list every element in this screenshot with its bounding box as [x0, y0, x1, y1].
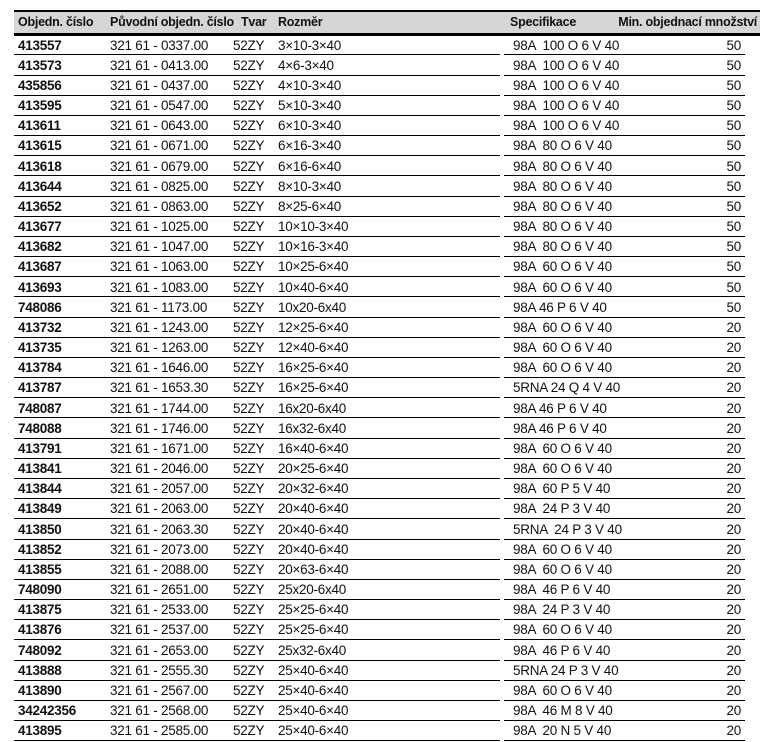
cell-order-number: 413573	[18, 57, 62, 73]
cell-original-order-number: 321 61 - 1263.00	[110, 340, 209, 356]
cell-original-order-number: 321 61 - 0863.00	[110, 198, 209, 214]
cell-shape: 52ZY	[233, 501, 265, 517]
cell-shape: 52ZY	[233, 239, 265, 255]
cell-dimension: 20×40-6×40	[278, 521, 349, 537]
cell-dimension: 10×25-6×40	[278, 259, 349, 275]
cell-order-number: 413784	[18, 360, 62, 376]
cell-min-order-quantity: 20	[726, 440, 741, 456]
cell-specification: 98A 60 O 6 V 40	[513, 541, 612, 557]
cell-shape: 52ZY	[233, 683, 265, 698]
cell-order-number: 413687	[18, 259, 62, 275]
cell-order-number: 413644	[18, 178, 62, 194]
cell-original-order-number: 321 61 - 0337.00	[110, 37, 209, 53]
cell-min-order-quantity: 50	[726, 299, 741, 315]
cell-specification: 98A 24 P 3 V 40	[513, 602, 611, 618]
cell-min-order-quantity: 20	[726, 541, 741, 557]
cell-original-order-number: 321 61 - 1083.00	[110, 279, 209, 295]
cell-dimension: 20×25-6×40	[278, 461, 349, 477]
cell-min-order-quantity: 20	[726, 380, 741, 396]
cell-dimension: 5×10-3×40	[278, 98, 342, 114]
cell-dimension: 8×25-6×40	[278, 198, 342, 214]
cell-min-order-quantity: 50	[726, 158, 741, 174]
cell-min-order-quantity: 20	[726, 662, 741, 678]
cell-dimension: 16×40-6×40	[278, 440, 349, 456]
cell-specification: 98A 80 O 6 V 40	[513, 158, 612, 174]
table-row	[14, 499, 760, 519]
cell-min-order-quantity: 20	[726, 319, 741, 335]
col-header-shape: Tvar	[241, 15, 267, 29]
table-header-row	[14, 12, 760, 33]
cell-dimension: 16×25-6×40	[278, 360, 349, 376]
cell-min-order-quantity: 50	[726, 279, 741, 295]
cell-shape: 52ZY	[233, 561, 265, 577]
table-row	[14, 278, 760, 298]
cell-dimension: 20×32-6×40	[278, 481, 349, 497]
cell-min-order-quantity: 20	[726, 602, 741, 618]
cell-shape: 52ZY	[233, 98, 265, 114]
cell-specification: 98A 60 O 6 V 40	[513, 360, 612, 376]
cell-order-number: 413890	[18, 683, 62, 698]
cell-order-number: 413652	[18, 198, 62, 214]
cell-min-order-quantity: 50	[726, 239, 741, 255]
cell-specification: 98A 46 P 6 V 40	[513, 299, 607, 315]
cell-original-order-number: 321 61 - 0547.00	[110, 98, 209, 114]
table-row	[14, 419, 760, 439]
cell-specification: 98A 60 O 6 V 40	[513, 461, 612, 477]
col-header-min-order-quantity: Min. objednací množství	[618, 15, 757, 29]
cell-dimension: 20×40-6×40	[278, 541, 349, 557]
cell-min-order-quantity: 20	[726, 561, 741, 577]
cell-min-order-quantity: 20	[726, 461, 741, 477]
cell-min-order-quantity: 20	[726, 340, 741, 356]
cell-original-order-number: 321 61 - 1646.00	[110, 360, 209, 376]
cell-specification: 5RNA 24 P 3 V 40	[513, 521, 622, 537]
table-row	[14, 157, 760, 177]
table-row	[14, 600, 760, 620]
cell-shape: 52ZY	[233, 340, 265, 356]
cell-min-order-quantity: 50	[726, 198, 741, 214]
cell-specification: 98A 60 O 6 V 40	[513, 440, 612, 456]
table-row	[14, 136, 760, 156]
cell-dimension: 8×10-3×40	[278, 178, 342, 194]
cell-specification: 98A 24 P 3 V 40	[513, 501, 611, 517]
cell-order-number: 413852	[18, 541, 62, 557]
cell-order-number: 413787	[18, 380, 62, 396]
cell-dimension: 10×40-6×40	[278, 279, 349, 295]
cell-min-order-quantity: 20	[726, 683, 741, 698]
cell-shape: 52ZY	[233, 279, 265, 295]
cell-order-number: 413693	[18, 279, 62, 295]
cell-specification: 98A 80 O 6 V 40	[513, 178, 612, 194]
cell-dimension: 10×10-3×40	[278, 219, 349, 235]
cell-dimension: 10×16-3×40	[278, 239, 349, 255]
cell-original-order-number: 321 61 - 0643.00	[110, 118, 209, 134]
cell-original-order-number: 321 61 - 2568.00	[110, 703, 209, 719]
cell-specification: 98A 100 O 6 V 40	[513, 57, 620, 73]
cell-dimension: 16x32-6x40	[278, 420, 347, 436]
cell-specification: 98A 60 O 6 V 40	[513, 683, 612, 698]
cell-dimension: 12×40-6×40	[278, 340, 349, 356]
cell-shape: 52ZY	[233, 178, 265, 194]
table-row	[14, 721, 760, 741]
cell-order-number: 413611	[18, 118, 61, 134]
table-row	[14, 520, 760, 540]
cell-original-order-number: 321 61 - 2585.00	[110, 723, 209, 739]
cell-dimension: 12×25-6×40	[278, 319, 349, 335]
cell-min-order-quantity: 50	[726, 178, 741, 194]
cell-shape: 52ZY	[233, 37, 265, 53]
cell-original-order-number: 321 61 - 2537.00	[110, 622, 209, 638]
cell-shape: 52ZY	[233, 319, 265, 335]
cell-dimension: 16×25-6×40	[278, 380, 349, 396]
cell-specification: 98A 80 O 6 V 40	[513, 198, 612, 214]
cell-original-order-number: 321 61 - 0437.00	[110, 77, 209, 93]
cell-order-number: 413595	[18, 98, 62, 114]
col-header-order-number: Objedn. číslo	[18, 15, 94, 29]
table-row	[14, 197, 760, 217]
cell-order-number: 413732	[18, 319, 62, 335]
cell-dimension: 20×63-6×40	[278, 561, 349, 577]
cell-dimension: 10x20-6x40	[278, 299, 347, 315]
table-row	[14, 257, 760, 277]
cell-order-number: 413615	[18, 138, 62, 154]
cell-min-order-quantity: 20	[726, 642, 741, 658]
cell-specification: 98A 60 O 6 V 40	[513, 561, 612, 577]
cell-order-number: 413855	[18, 561, 62, 577]
cell-dimension: 4×10-3×40	[278, 77, 342, 93]
cell-order-number: 413876	[18, 622, 62, 638]
table-row	[14, 36, 760, 56]
cell-specification: 98A 60 O 6 V 40	[513, 340, 612, 356]
table-row	[14, 358, 760, 378]
cell-original-order-number: 321 61 - 1653.30	[110, 380, 209, 396]
cell-original-order-number: 321 61 - 1746.00	[110, 420, 209, 436]
cell-min-order-quantity: 50	[726, 259, 741, 275]
cell-shape: 52ZY	[233, 57, 265, 73]
cell-min-order-quantity: 50	[726, 219, 741, 235]
cell-order-number: 413618	[18, 158, 62, 174]
cell-order-number: 413888	[18, 662, 62, 678]
table-row	[14, 217, 760, 237]
cell-order-number: 435856	[18, 77, 62, 93]
cell-min-order-quantity: 50	[726, 57, 741, 73]
table-row	[14, 96, 760, 116]
cell-specification: 98A 20 N 5 V 40	[513, 723, 612, 739]
cell-order-number: 34242356	[18, 703, 77, 719]
table-row	[14, 439, 760, 459]
cell-specification: 98A 100 O 6 V 40	[513, 77, 620, 93]
cell-min-order-quantity: 20	[726, 521, 741, 537]
cell-dimension: 3×10-3×40	[278, 37, 342, 53]
product-table	[14, 0, 760, 742]
cell-shape: 52ZY	[233, 582, 265, 598]
cell-min-order-quantity: 20	[726, 622, 741, 638]
table-row	[14, 459, 760, 479]
cell-dimension: 25×40-6×40	[278, 723, 349, 739]
cell-shape: 52ZY	[233, 662, 265, 678]
cell-original-order-number: 321 61 - 2567.00	[110, 683, 209, 698]
cell-shape: 52ZY	[233, 420, 265, 436]
cell-original-order-number: 321 61 - 2063.30	[110, 521, 209, 537]
cell-min-order-quantity: 20	[726, 360, 741, 376]
cell-min-order-quantity: 20	[726, 703, 741, 719]
cell-specification: 98A 100 O 6 V 40	[513, 37, 620, 53]
cell-specification: 98A 80 O 6 V 40	[513, 239, 612, 255]
cell-shape: 52ZY	[233, 440, 265, 456]
cell-order-number: 413682	[18, 239, 62, 255]
col-header-specification: Specifikace	[510, 15, 577, 29]
cell-dimension: 25x32-6x40	[278, 642, 347, 658]
table-row	[14, 399, 760, 419]
cell-order-number: 413791	[18, 440, 62, 456]
cell-original-order-number: 321 61 - 1025.00	[110, 219, 209, 235]
cell-min-order-quantity: 50	[726, 37, 741, 53]
cell-original-order-number: 321 61 - 2653.00	[110, 642, 209, 658]
cell-dimension: 25×40-6×40	[278, 683, 349, 698]
cell-original-order-number: 321 61 - 1671.00	[110, 440, 209, 456]
table-row	[14, 681, 760, 701]
cell-order-number: 413735	[18, 340, 62, 356]
table-row	[14, 378, 760, 398]
cell-min-order-quantity: 20	[726, 400, 741, 416]
cell-shape: 52ZY	[233, 138, 265, 154]
cell-specification: 98A 80 O 6 V 40	[513, 219, 612, 235]
table-row	[14, 701, 760, 721]
table-row	[14, 540, 760, 560]
cell-shape: 52ZY	[233, 642, 265, 658]
cell-dimension: 20×40-6×40	[278, 501, 349, 517]
col-header-dimension: Rozměr	[278, 15, 323, 29]
table-row	[14, 177, 760, 197]
cell-shape: 52ZY	[233, 481, 265, 497]
cell-original-order-number: 321 61 - 2046.00	[110, 461, 209, 477]
col-header-original-order-number: Původní objedn. číslo	[110, 15, 234, 29]
cell-specification: 98A 60 P 5 V 40	[513, 481, 611, 497]
table-row	[14, 641, 760, 661]
cell-order-number: 748090	[18, 582, 62, 598]
cell-specification: 98A 60 O 6 V 40	[513, 622, 612, 638]
cell-min-order-quantity: 20	[726, 501, 741, 517]
cell-specification: 98A 60 O 6 V 40	[513, 259, 612, 275]
cell-shape: 52ZY	[233, 299, 265, 315]
cell-dimension: 25×40-6×40	[278, 703, 349, 719]
cell-dimension: 25×40-6×40	[278, 662, 349, 678]
table-row	[14, 318, 760, 338]
cell-shape: 52ZY	[233, 259, 265, 275]
cell-shape: 52ZY	[233, 400, 265, 416]
cell-order-number: 413557	[18, 37, 62, 53]
cell-specification: 98A 46 P 6 V 40	[513, 400, 607, 416]
cell-dimension: 25x20-6x40	[278, 582, 347, 598]
cell-dimension: 4×6-3×40	[278, 57, 334, 73]
cell-original-order-number: 321 61 - 2533.00	[110, 602, 209, 618]
cell-original-order-number: 321 61 - 2555.30	[110, 662, 209, 678]
cell-original-order-number: 321 61 - 1173.00	[110, 299, 208, 315]
cell-order-number: 413895	[18, 723, 62, 739]
cell-shape: 52ZY	[233, 541, 265, 557]
cell-min-order-quantity: 50	[726, 77, 741, 93]
cell-shape: 52ZY	[233, 723, 265, 739]
cell-original-order-number: 321 61 - 2088.00	[110, 561, 209, 577]
cell-order-number: 748086	[18, 299, 62, 315]
cell-shape: 52ZY	[233, 521, 265, 537]
cell-specification: 98A 100 O 6 V 40	[513, 98, 620, 114]
table-row	[14, 580, 760, 600]
cell-original-order-number: 321 61 - 2651.00	[110, 582, 209, 598]
table-row	[14, 479, 760, 499]
cell-min-order-quantity: 20	[726, 420, 741, 436]
cell-min-order-quantity: 50	[726, 138, 741, 154]
cell-shape: 52ZY	[233, 118, 265, 134]
cell-order-number: 413677	[18, 219, 62, 235]
cell-dimension: 6×16-3×40	[278, 138, 342, 154]
cell-original-order-number: 321 61 - 1243.00	[110, 319, 209, 335]
cell-min-order-quantity: 50	[726, 118, 741, 134]
cell-order-number: 748092	[18, 642, 62, 658]
table-row	[14, 76, 760, 96]
cell-specification: 98A 60 O 6 V 40	[513, 279, 612, 295]
cell-specification: 98A 46 P 6 V 40	[513, 420, 607, 436]
cell-dimension: 25×25-6×40	[278, 622, 349, 638]
table-row	[14, 560, 760, 580]
cell-dimension: 6×16-6×40	[278, 158, 342, 174]
cell-min-order-quantity: 20	[726, 723, 741, 739]
cell-original-order-number: 321 61 - 0413.00	[110, 57, 209, 73]
table-row	[14, 237, 760, 257]
table-row	[14, 338, 760, 358]
cell-dimension: 16x20-6x40	[278, 400, 347, 416]
cell-min-order-quantity: 50	[726, 98, 741, 114]
cell-original-order-number: 321 61 - 1063.00	[110, 259, 209, 275]
cell-specification: 98A 46 M 8 V 40	[513, 703, 613, 719]
table-row	[14, 298, 760, 318]
cell-shape: 52ZY	[233, 380, 265, 396]
cell-specification: 98A 46 P 6 V 40	[513, 642, 611, 658]
cell-original-order-number: 321 61 - 0825.00	[110, 178, 209, 194]
cell-original-order-number: 321 61 - 2063.00	[110, 501, 209, 517]
cell-order-number: 413875	[18, 602, 62, 618]
cell-original-order-number: 321 61 - 1744.00	[110, 400, 209, 416]
cell-order-number: 748088	[18, 420, 62, 436]
cell-order-number: 413850	[18, 521, 62, 537]
cell-order-number: 413849	[18, 501, 62, 517]
cell-dimension: 6×10-3×40	[278, 118, 342, 134]
cell-shape: 52ZY	[233, 461, 265, 477]
cell-original-order-number: 321 61 - 2073.00	[110, 541, 209, 557]
cell-shape: 52ZY	[233, 602, 265, 618]
cell-specification: 98A 46 P 6 V 40	[513, 582, 611, 598]
table-row	[14, 56, 760, 76]
cell-shape: 52ZY	[233, 198, 265, 214]
cell-original-order-number: 321 61 - 0671.00	[110, 138, 209, 154]
cell-min-order-quantity: 20	[726, 582, 741, 598]
cell-order-number: 413844	[18, 481, 62, 497]
cell-specification: 5RNA 24 P 3 V 40	[513, 662, 619, 678]
table-row	[14, 116, 760, 136]
cell-min-order-quantity: 20	[726, 481, 741, 497]
cell-specification: 98A 60 O 6 V 40	[513, 319, 612, 335]
cell-order-number: 413841	[18, 461, 62, 477]
cell-dimension: 25×25-6×40	[278, 602, 349, 618]
cell-order-number: 748087	[18, 400, 62, 416]
cell-specification: 98A 100 O 6 V 40	[513, 118, 620, 134]
cell-shape: 52ZY	[233, 703, 265, 719]
cell-shape: 52ZY	[233, 158, 265, 174]
cell-shape: 52ZY	[233, 360, 265, 376]
cell-shape: 52ZY	[233, 219, 265, 235]
cell-shape: 52ZY	[233, 77, 265, 93]
cell-original-order-number: 321 61 - 0679.00	[110, 158, 209, 174]
table-row	[14, 620, 760, 640]
table-row	[14, 661, 760, 681]
cell-original-order-number: 321 61 - 1047.00	[110, 239, 209, 255]
cell-shape: 52ZY	[233, 622, 265, 638]
cell-specification: 5RNA 24 Q 4 V 40	[513, 380, 621, 396]
cell-specification: 98A 80 O 6 V 40	[513, 138, 612, 154]
cell-original-order-number: 321 61 - 2057.00	[110, 481, 209, 497]
table-body	[14, 36, 760, 742]
